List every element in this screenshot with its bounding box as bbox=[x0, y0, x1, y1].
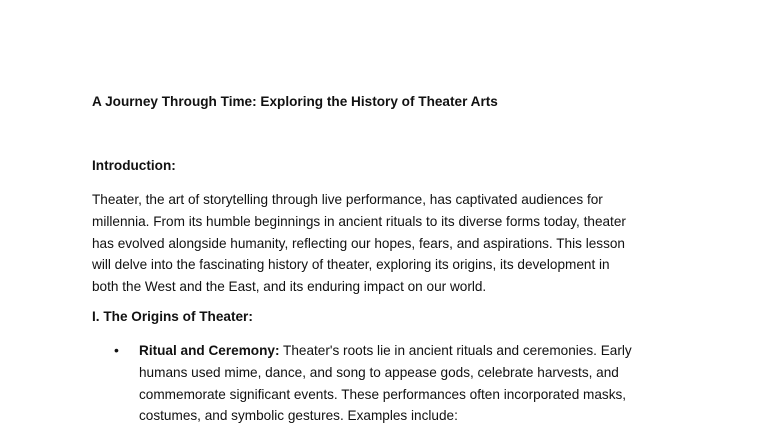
paragraph-line: has evolved alongside humanity, reflecting our hopes, fears, and aspirations. This lesson bbox=[92, 235, 625, 251]
bullet-line: humans used mime, dance, and song to appease gods, celebrate harvests, and bbox=[139, 364, 619, 380]
bullet-first-line bbox=[139, 340, 699, 362]
paragraph-line: Theater, the art of storytelling through live performance, has captivated audiences for bbox=[92, 192, 603, 207]
section-heading-origins: I. The Origins of Theater: bbox=[92, 309, 253, 324]
bullet-marker: • bbox=[114, 342, 119, 358]
bullet-line: costumes, and symbolic gestures. Examples include: bbox=[139, 408, 458, 424]
bullet-first-line-text: Theater's roots lie in ancient rituals and ceremonies. Early bbox=[279, 343, 632, 358]
introduction-heading: Introduction: bbox=[92, 158, 176, 173]
bullet-item-ritual bbox=[139, 340, 699, 427]
document-title: A Journey Through Time: Exploring the History of Theater Arts bbox=[92, 94, 498, 109]
paragraph-line: millennia. From its humble beginnings in ancient rituals to its diverse forms today, theater bbox=[92, 213, 626, 229]
bullet-term: Ritual and Ceremony: bbox=[139, 343, 280, 358]
paragraph-line: will delve into the fascinating history of theater, exploring its origins, its development in bbox=[92, 257, 610, 273]
bullet-line: commemorate significant events. These performances often incorporated masks, bbox=[139, 386, 627, 402]
paragraph-line: both the West and the East, and its enduring impact on our world. bbox=[92, 279, 487, 295]
introduction-paragraph bbox=[92, 189, 692, 298]
